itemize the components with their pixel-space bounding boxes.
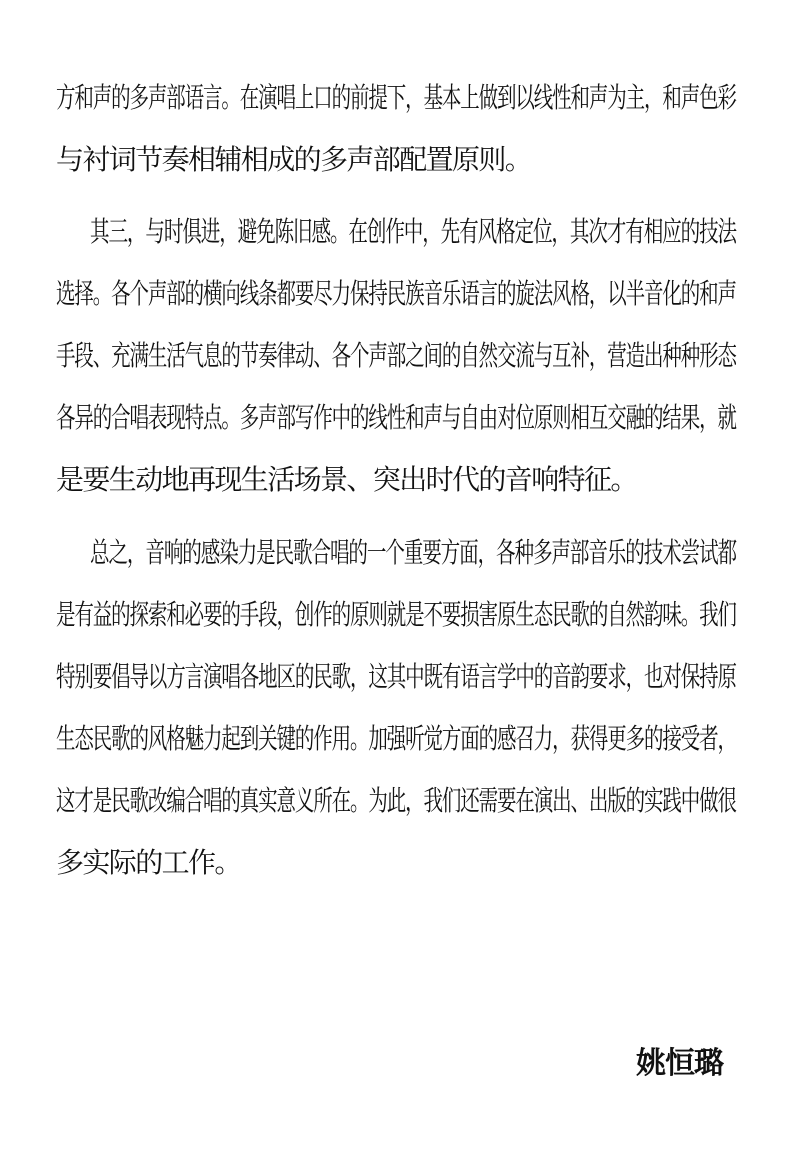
text-line: 生态民歌的风格魅力起到关键的作用。加强听觉方面的感召力，获得更多的接受者，	[56, 722, 736, 755]
text-line: 各异的合唱表现特点。多声部写作中的线性和声与自由对位原则相互交融的结果，就	[56, 401, 736, 434]
author-signature: 姚恒璐	[636, 1046, 723, 1081]
text-line: 手段、充满生活气息的节奏律动、各个声部之间的自然交流与互补，营造出种种形态	[56, 339, 736, 372]
text-line: 多实际的工作。	[56, 846, 241, 879]
text-line: 特别要倡导以方言演唱各地区的民歌，这其中既有语言学中的音韵要求，也对保持原	[56, 660, 736, 693]
text-line: 方和声的多声部语言。在演唱上口的前提下，基本上做到以线性和声为主，和声色彩	[56, 81, 736, 114]
text-line: 是有益的探索和必要的手段，创作的原则就是不要损害原生态民歌的自然韵味。我们	[56, 598, 736, 631]
text-line: 选择。各个声部的横向线条都要尽力保持民族音乐语言的旋法风格，以半音化的和声	[56, 277, 736, 310]
paragraph-first-line: 其三，与时俱进，避免陈旧感。在创作中，先有风格定位，其次才有相应的技法	[90, 215, 737, 248]
paragraph-first-line: 总之，音响的感染力是民歌合唱的一个重要方面，各种多声部音乐的技术尝试都	[90, 536, 737, 569]
text-line: 与衬词节奏相辅相成的多声部配置原则。	[56, 143, 532, 176]
text-line: 是要生动地再现生活场景、突出时代的音响特征。	[56, 463, 637, 496]
text-line: 这才是民歌改编合唱的真实意义所在。为此，我们还需要在演出、出版的实践中做很	[56, 784, 736, 817]
